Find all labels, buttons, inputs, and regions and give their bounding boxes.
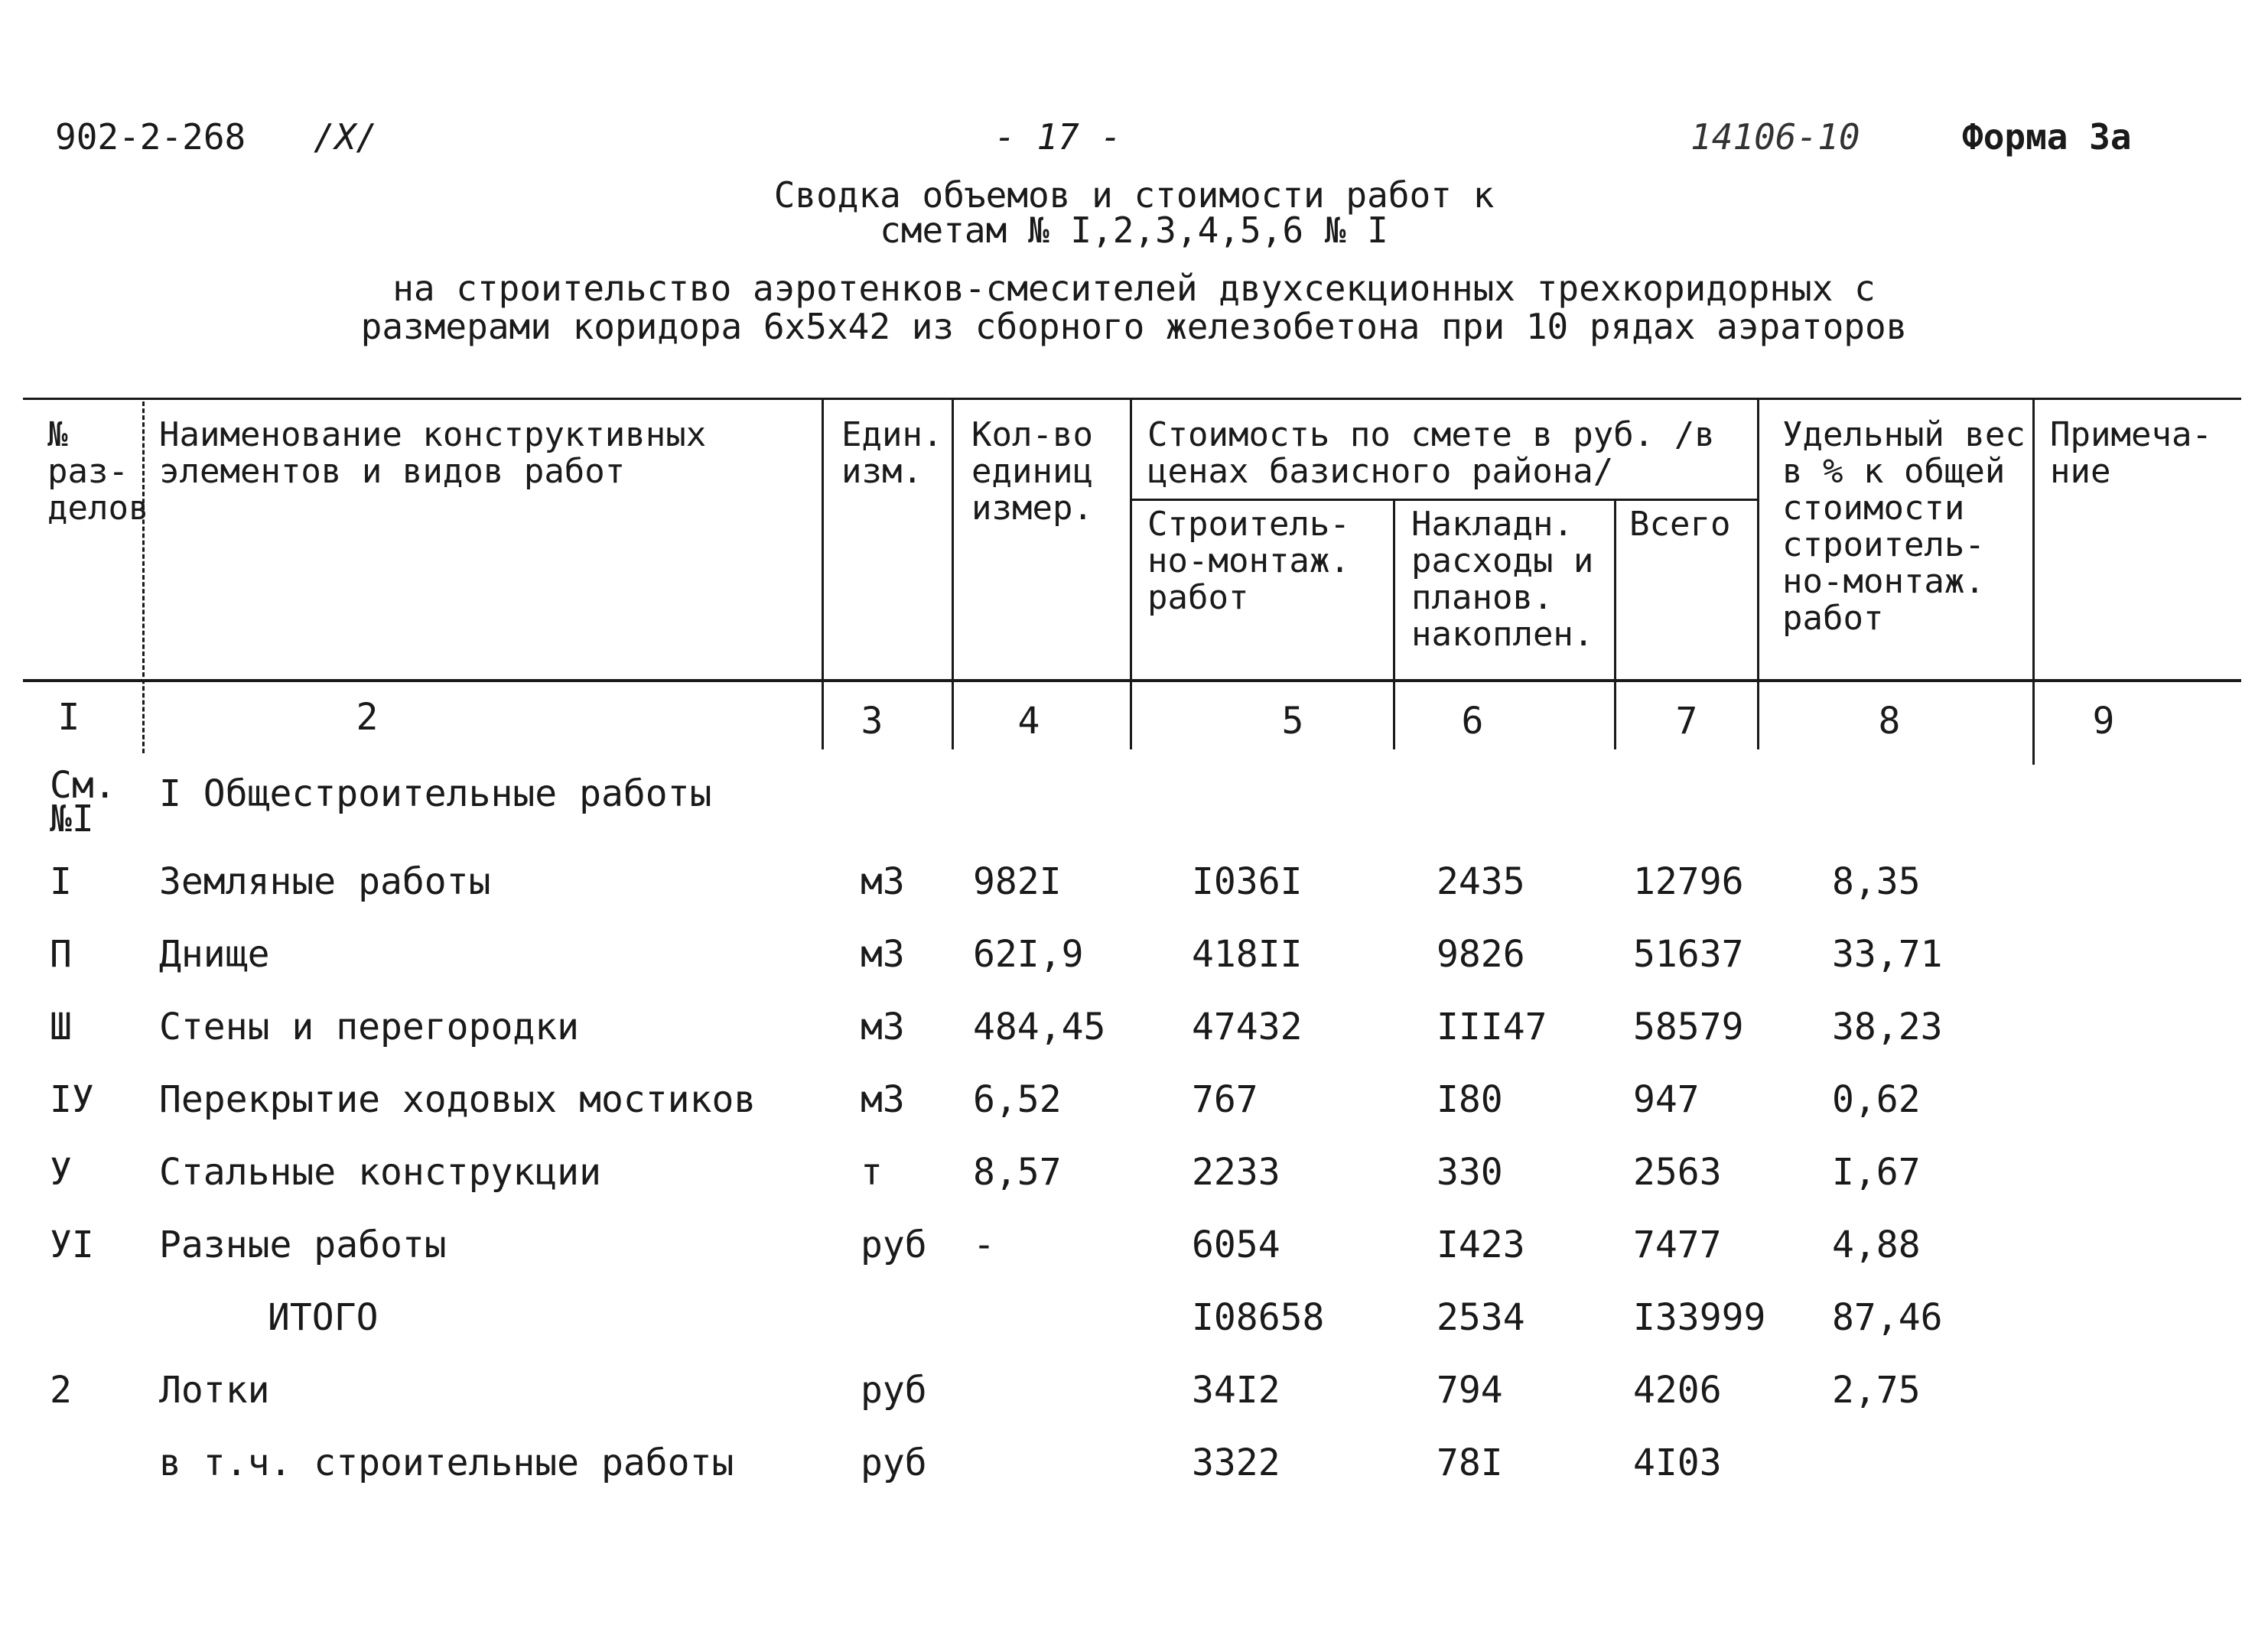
cell-unit: руб	[861, 1369, 927, 1412]
column-divider-3	[952, 398, 954, 749]
cell-element-name: в т.ч. строительные работы	[159, 1441, 734, 1484]
column-number-1: I	[57, 696, 80, 739]
header-cost-group: Стоимость по смете в руб. /в ценах базисного района/	[1147, 415, 1715, 491]
cell-quantity: 62I,9	[973, 933, 1084, 976]
cell-section-number: 2	[50, 1369, 72, 1412]
cell-section-number: Ш	[50, 1006, 72, 1048]
title-line-1: Сводка объемов и стоимости работ к	[773, 174, 1495, 216]
cell-share: 33,71	[1832, 933, 1943, 976]
cell-construction-cost: I036I	[1192, 860, 1303, 903]
column-divider-7	[1757, 398, 1759, 749]
cell-overhead: 9826	[1437, 933, 1525, 976]
cell-quantity: -	[973, 1224, 995, 1266]
column-number-7: 7	[1675, 700, 1698, 743]
column-number-5: 5	[1281, 700, 1304, 743]
header-unit: Един. изм.	[841, 415, 943, 491]
cell-unit: т	[861, 1151, 883, 1194]
cell-section-number: IУ	[50, 1078, 94, 1121]
title-line-3: на строительство аэротенков-смесителей двухсекционных трехкоридорных с	[392, 268, 1876, 309]
header-construction-cost: Строитель-но-монтаж. работ	[1147, 505, 1350, 617]
cell-section-number: П	[50, 933, 72, 976]
column-number-8: 8	[1878, 700, 1901, 743]
header-overhead: Накладн. расходы и планов. накоплен.	[1411, 505, 1594, 654]
column-number-4: 4	[1017, 700, 1040, 743]
cell-total: 12796	[1633, 860, 1744, 903]
form-label: Форма 3а	[1962, 116, 2132, 158]
cell-element-name: Стены и перегородки	[159, 1006, 580, 1048]
column-number-6: 6	[1461, 700, 1484, 743]
cell-overhead: 794	[1437, 1369, 1503, 1412]
column-number-2: 2	[356, 696, 379, 739]
cell-quantity: 6,52	[973, 1078, 1062, 1121]
cell-overhead: 330	[1437, 1151, 1503, 1194]
cell-construction-cost: 3322	[1192, 1441, 1280, 1484]
cell-construction-cost: I08658	[1192, 1296, 1325, 1339]
header-note: Примеча-ние	[2050, 415, 2212, 491]
cell-total: 58579	[1633, 1006, 1744, 1048]
section-label: См. №I	[50, 764, 116, 840]
cell-overhead: I80	[1437, 1078, 1503, 1121]
cell-share: 38,23	[1832, 1006, 1943, 1048]
cell-unit: руб	[861, 1224, 927, 1266]
cell-quantity: 8,57	[973, 1151, 1062, 1194]
cell-element-name: Стальные конструкции	[159, 1151, 601, 1194]
cell-unit: м3	[861, 1078, 905, 1121]
table-top-rule	[23, 398, 2241, 400]
cell-unit: м3	[861, 860, 905, 903]
title-line-2: сметам № I,2,3,4,5,6 № I	[880, 210, 1388, 251]
column-number-3: 3	[861, 700, 883, 743]
header-element-name: Наименование конструктивных элементов и видов работ	[159, 415, 707, 491]
cell-share: 4,88	[1832, 1224, 1921, 1266]
cell-unit: руб	[861, 1441, 927, 1484]
cell-construction-cost: 6054	[1192, 1224, 1280, 1266]
sheet-mark: /X/	[314, 116, 378, 158]
cell-overhead: I423	[1437, 1224, 1525, 1266]
cost-subheader-rule	[1130, 499, 1757, 501]
cell-total: 51637	[1633, 933, 1744, 976]
cell-total: 947	[1633, 1078, 1700, 1121]
cell-overhead: 78I	[1437, 1441, 1503, 1484]
cell-construction-cost: 47432	[1192, 1006, 1303, 1048]
header-section-number: № раз-делов	[47, 415, 149, 528]
column-divider-2	[822, 398, 824, 749]
cell-unit: м3	[861, 933, 905, 976]
cell-element-name: ИТОГО	[268, 1296, 379, 1339]
cell-overhead: 2435	[1437, 860, 1525, 903]
cell-total: 4I03	[1633, 1441, 1722, 1484]
column-divider-4	[1130, 398, 1132, 749]
cell-element-name: Земляные работы	[159, 860, 491, 903]
cell-quantity: 982I	[973, 860, 1062, 903]
header-share: Удельный вес в % к общей стоимости строитель-но-монтаж. работ	[1782, 415, 2026, 638]
cell-unit: м3	[861, 1006, 905, 1048]
document-number: 902-2-268	[55, 116, 246, 158]
page-number: - 17 -	[994, 116, 1122, 158]
cell-construction-cost: 418II	[1192, 933, 1303, 976]
column-number-9: 9	[2092, 700, 2115, 743]
cell-share: 8,35	[1832, 860, 1921, 903]
cell-element-name: Лотки	[159, 1369, 270, 1412]
cell-total: I33999	[1633, 1296, 1766, 1339]
cell-construction-cost: 2233	[1192, 1151, 1280, 1194]
column-divider-1	[142, 401, 145, 753]
cell-section-number: У	[50, 1151, 72, 1194]
cell-element-name: Днище	[159, 933, 270, 976]
cell-overhead: III47	[1437, 1006, 1547, 1048]
cell-total: 2563	[1633, 1151, 1722, 1194]
column-divider-6	[1614, 499, 1616, 749]
cell-construction-cost: 34I2	[1192, 1369, 1280, 1412]
cell-element-name: Разные работы	[159, 1224, 447, 1266]
cell-total: 7477	[1633, 1224, 1722, 1266]
cell-share: 0,62	[1832, 1078, 1921, 1121]
cell-element-name: Перекрытие ходовых мостиков	[159, 1078, 757, 1121]
cell-share: 2,75	[1832, 1369, 1921, 1412]
header-quantity: Кол-во единиц измер.	[971, 415, 1093, 528]
header-bottom-rule	[23, 679, 2241, 682]
cell-section-number: УI	[50, 1224, 94, 1266]
section-title: I Общестроительные работы	[159, 772, 712, 815]
title-line-4: размерами коридора 6х5х42 из сборного железобетона при 10 рядах аэраторов	[360, 306, 1908, 347]
cell-overhead: 2534	[1437, 1296, 1525, 1339]
cell-construction-cost: 767	[1192, 1078, 1258, 1121]
cell-total: 4206	[1633, 1369, 1722, 1412]
handwritten-code: 14106-10	[1690, 116, 1860, 158]
cell-share: I,67	[1832, 1151, 1921, 1194]
cell-share: 87,46	[1832, 1296, 1943, 1339]
cell-quantity: 484,45	[973, 1006, 1106, 1048]
header-total: Всего	[1629, 505, 1731, 544]
cell-section-number: I	[50, 860, 72, 903]
